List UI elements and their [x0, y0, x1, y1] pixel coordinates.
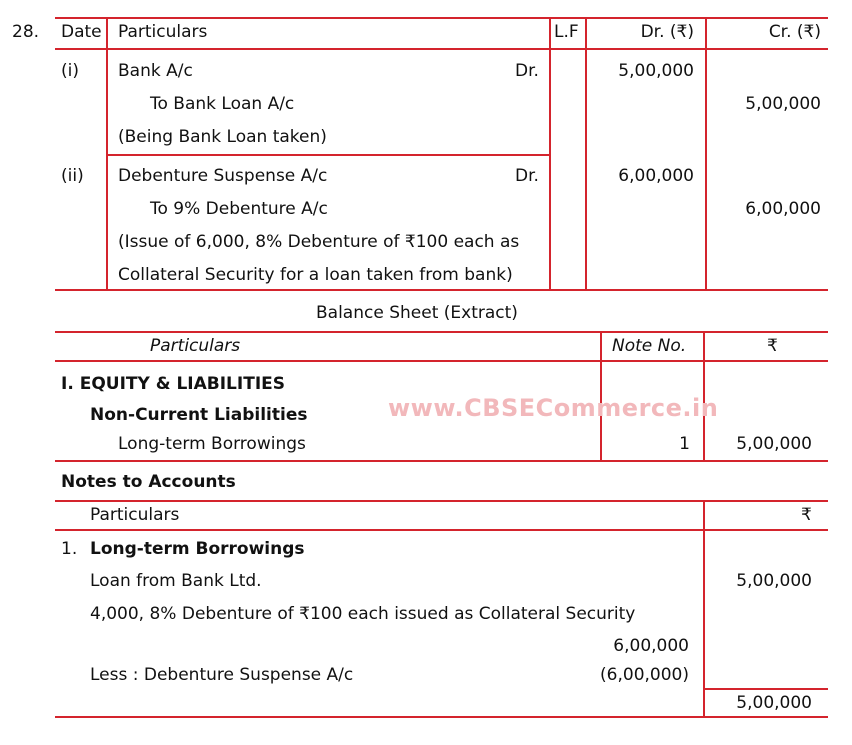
bs-subsection-heading: Non-Current Liabilities — [90, 405, 308, 425]
narration-line: Collateral Security for a loan taken from bank) — [118, 265, 513, 285]
question-number: 28. — [12, 22, 40, 42]
journal-bottom-rule — [55, 289, 828, 291]
notes-total-rule — [703, 688, 828, 690]
bs-header-note: Note No. — [612, 336, 687, 356]
entry-separator-rule — [107, 154, 550, 156]
bs-item-amount: 5,00,000 — [736, 434, 812, 454]
debenture-label: 4,000, 8% Debenture of ₹100 each issued as Collateral Security — [90, 604, 636, 624]
watermark: www.CBSECommerce.in — [388, 394, 719, 422]
credit-account: To 9% Debenture A/c — [150, 199, 328, 219]
entry-date: (ii) — [61, 166, 84, 186]
notes-title: Notes to Accounts — [61, 472, 236, 492]
cr-amount: 5,00,000 — [745, 94, 821, 114]
journal-header-particulars: Particulars — [118, 22, 208, 42]
credit-account: To Bank Loan A/c — [150, 94, 295, 114]
journal-col-rule-dr-right — [705, 17, 707, 291]
bs-item-note: 1 — [679, 434, 690, 454]
entry-date: (i) — [61, 61, 79, 81]
journal-header-date: Date — [61, 22, 102, 42]
notes-header-amount: ₹ — [801, 505, 812, 525]
less-label: Less : Debenture Suspense A/c — [90, 665, 354, 685]
debenture-amount: 6,00,000 — [613, 636, 689, 656]
journal-header-cr: Cr. (₹) — [768, 22, 821, 42]
dr-amount: 6,00,000 — [618, 166, 694, 186]
journal-col-rule-date — [106, 17, 108, 291]
bs-top-rule — [55, 331, 828, 333]
journal-col-rule-lf-right — [585, 17, 587, 291]
debit-account: Debenture Suspense A/c — [118, 166, 328, 186]
dr-marker: Dr. — [515, 166, 539, 186]
narration-line: (Being Bank Loan taken) — [118, 127, 327, 147]
bs-item-label: Long-term Borrowings — [118, 434, 306, 454]
notes-bottom-rule — [55, 716, 828, 718]
bs-section-heading: I. EQUITY & LIABILITIES — [61, 374, 285, 394]
dr-marker: Dr. — [515, 61, 539, 81]
notes-top-rule — [55, 500, 828, 502]
note-title: Long-term Borrowings — [90, 539, 305, 559]
notes-header-particulars: Particulars — [90, 505, 180, 525]
dr-amount: 5,00,000 — [618, 61, 694, 81]
loan-label: Loan from Bank Ltd. — [90, 571, 262, 591]
balance-sheet-title: Balance Sheet (Extract) — [316, 303, 518, 323]
note-number: 1. — [61, 539, 78, 559]
bs-bottom-rule — [55, 460, 828, 462]
cr-amount: 6,00,000 — [745, 199, 821, 219]
less-amount: (6,00,000) — [600, 665, 689, 685]
narration-line: (Issue of 6,000, 8% Debenture of ₹100 each as — [118, 232, 520, 252]
notes-header-rule — [55, 529, 828, 531]
bs-header-amount: ₹ — [767, 336, 778, 356]
journal-col-rule-lf-left — [549, 17, 551, 291]
loan-amount: 5,00,000 — [736, 571, 812, 591]
journal-header-dr: Dr. (₹) — [640, 22, 694, 42]
bs-header-rule — [55, 360, 828, 362]
debit-account: Bank A/c — [118, 61, 193, 81]
journal-top-rule — [55, 17, 828, 19]
journal-header-lf: L.F — [554, 22, 579, 42]
journal-header-rule — [55, 48, 828, 50]
bs-header-particulars: Particulars — [150, 336, 241, 356]
notes-col-rule-amount — [703, 500, 705, 718]
notes-total: 5,00,000 — [736, 693, 812, 713]
